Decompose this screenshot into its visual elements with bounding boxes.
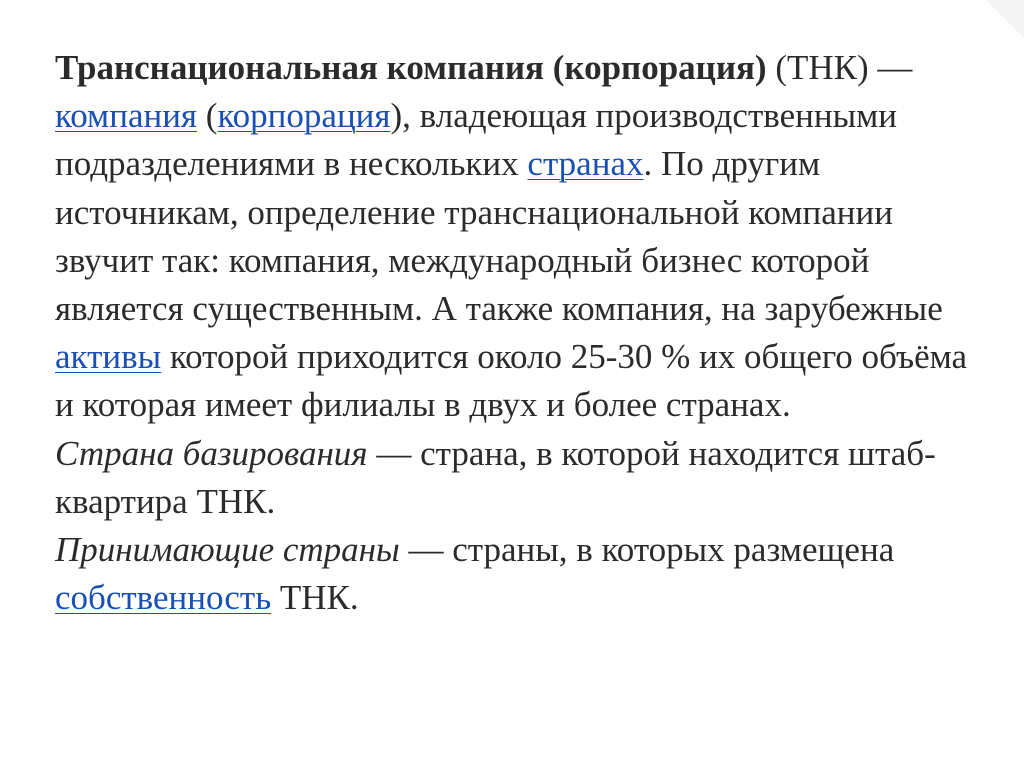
definition-text-4: . По другим источникам, определение транснациональной компании звучит так: компания, международный бизнес которой является существенным. А также компания, на зарубежные [55, 144, 943, 329]
definition-text-5: которой приходится около 25-30 % их общего объёма и которая имеет филиалы в двух и более странах. [55, 337, 968, 425]
link-property[interactable]: собственность [55, 578, 272, 618]
host-countries-paragraph [55, 526, 985, 622]
slide-body [55, 44, 985, 622]
link-assets[interactable]: активы [55, 337, 162, 377]
definition-paragraph [55, 44, 985, 430]
host-countries-text-2: ТНК. [271, 578, 359, 618]
definition-text-2: ( [197, 96, 218, 136]
link-company[interactable]: компания [55, 96, 198, 136]
definition-text-3: ), владеющая производственными подразделениями в нескольких [55, 96, 897, 184]
page-corner-fold [986, 0, 1024, 38]
link-countries[interactable]: странах [527, 144, 644, 184]
home-country-text: — страна, в которой находится штаб-квартира ТНК. [55, 433, 936, 521]
home-country-paragraph [55, 430, 985, 526]
slide-title: Транснациональная компания (корпорация) [55, 48, 767, 87]
home-country-term: Страна базирования [55, 433, 368, 473]
host-countries-term: Принимающие страны [55, 530, 400, 570]
link-corporation[interactable]: корпорация [217, 96, 391, 136]
host-countries-text-1: — страны, в которых размещена [399, 530, 895, 570]
definition-text-1: (ТНК) — [766, 48, 913, 87]
